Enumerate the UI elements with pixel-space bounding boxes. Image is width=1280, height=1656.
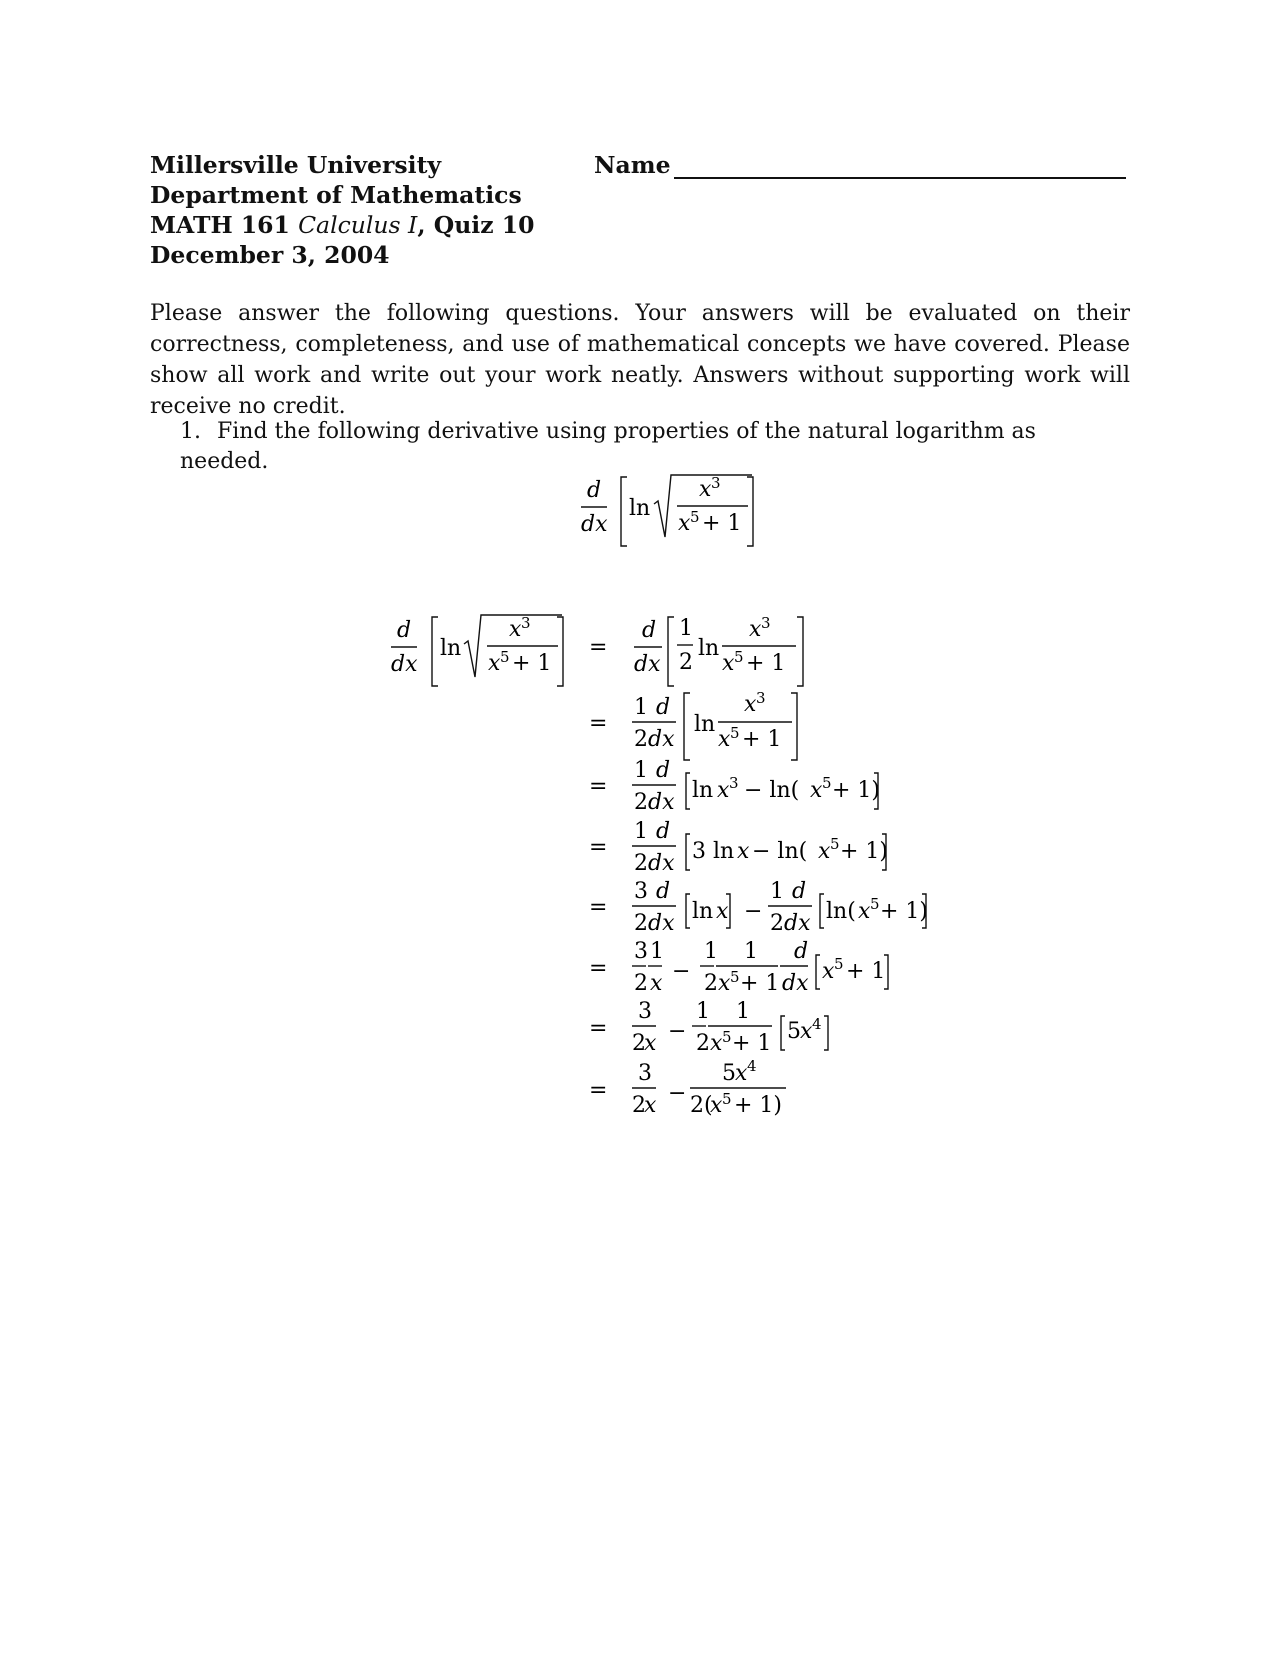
svg-text:x: x <box>810 778 823 803</box>
svg-text:5: 5 <box>730 968 740 986</box>
svg-text:=: = <box>589 774 608 799</box>
svg-text:2(: 2( <box>690 1093 713 1118</box>
svg-text:ln: ln <box>692 899 714 924</box>
svg-text:dx: dx <box>784 911 811 936</box>
svg-text:1: 1 <box>634 758 648 783</box>
svg-text:5: 5 <box>690 508 700 526</box>
svg-text:x: x <box>699 477 712 502</box>
svg-text:x: x <box>737 839 750 864</box>
svg-text:dx: dx <box>648 727 675 752</box>
svg-text:+ 1: + 1 <box>740 971 780 996</box>
svg-text:d: d <box>656 819 671 844</box>
svg-text:1: 1 <box>650 939 664 964</box>
svg-text:dx: dx <box>391 652 418 677</box>
course-line: MATH 161 Calculus I, Quiz 10 <box>150 211 535 239</box>
svg-text:=: = <box>589 956 608 981</box>
svg-text:5: 5 <box>722 1090 732 1108</box>
quiz-title: Quiz 10 <box>433 211 535 239</box>
svg-text:+ 1: + 1 <box>742 727 782 752</box>
svg-text:x: x <box>509 617 522 642</box>
svg-text:−: − <box>744 899 763 924</box>
svg-text:ln(: ln( <box>826 899 856 924</box>
svg-text:dx: dx <box>648 851 675 876</box>
question-expression <box>581 474 753 546</box>
svg-text:2: 2 <box>770 911 784 936</box>
svg-text:d: d <box>656 879 671 904</box>
question-text: Find the following derivative using properties of the natural logarithm as needed. <box>180 419 1036 474</box>
solution-step-6 <box>632 939 888 996</box>
svg-text:x: x <box>735 1061 748 1086</box>
svg-text:ln: ln <box>694 712 716 737</box>
svg-text:1: 1 <box>634 695 648 720</box>
svg-text:x: x <box>717 778 730 803</box>
svg-text:+ 1: + 1 <box>512 651 552 676</box>
svg-text:x: x <box>818 839 831 864</box>
svg-text:x: x <box>858 899 871 924</box>
svg-text:1: 1 <box>696 999 710 1024</box>
question-number: 1. <box>180 419 201 444</box>
svg-text:− ln(: − ln( <box>744 778 800 803</box>
svg-text:d: d <box>587 478 602 503</box>
svg-text:5: 5 <box>500 648 510 666</box>
svg-text:ln: ln <box>698 636 720 661</box>
svg-text:3: 3 <box>638 1061 652 1086</box>
svg-text:+ 1: + 1 <box>746 651 786 676</box>
svg-text:x: x <box>644 1031 657 1056</box>
svg-text:5: 5 <box>787 1019 801 1044</box>
svg-text:ln: ln <box>629 496 651 521</box>
svg-text:5: 5 <box>722 1028 732 1046</box>
svg-text:2: 2 <box>632 1031 646 1056</box>
solution-step-2 <box>632 689 797 760</box>
svg-text:=: = <box>589 1078 608 1103</box>
svg-text:x: x <box>710 1093 723 1118</box>
svg-text:5: 5 <box>722 1061 736 1086</box>
svg-text:ln: ln <box>440 636 462 661</box>
svg-text:dx: dx <box>581 512 608 537</box>
svg-text:x: x <box>822 959 835 984</box>
svg-text:5: 5 <box>834 955 844 973</box>
svg-text:2: 2 <box>634 790 648 815</box>
svg-text:x: x <box>749 617 762 642</box>
svg-text:x: x <box>800 1019 813 1044</box>
svg-text:x: x <box>710 1031 723 1056</box>
solution-step-3 <box>632 758 880 815</box>
svg-text:−: − <box>672 959 691 984</box>
svg-text:=: = <box>589 835 608 860</box>
svg-text:x: x <box>650 971 663 996</box>
name-label: Name <box>594 151 671 179</box>
svg-text:5: 5 <box>734 648 744 666</box>
svg-text:2: 2 <box>696 1031 710 1056</box>
svg-text:1: 1 <box>704 939 718 964</box>
svg-text:d: d <box>656 695 671 720</box>
svg-text:3: 3 <box>634 939 648 964</box>
svg-text:− ln(: − ln( <box>752 839 808 864</box>
svg-text:3: 3 <box>638 999 652 1024</box>
svg-text:=: = <box>589 635 608 660</box>
svg-text:=: = <box>589 1016 608 1041</box>
equals-column <box>589 635 607 1103</box>
svg-text:5: 5 <box>870 895 880 913</box>
svg-text:d: d <box>397 618 412 643</box>
svg-text:d: d <box>642 618 657 643</box>
svg-text:d: d <box>656 758 671 783</box>
svg-text:1: 1 <box>634 819 648 844</box>
quiz-date: December 3, 2004 <box>150 241 390 269</box>
svg-text:1: 1 <box>770 879 784 904</box>
svg-text:4: 4 <box>812 1015 822 1033</box>
svg-text:2: 2 <box>704 971 718 996</box>
course-code: MATH 161 <box>150 211 290 239</box>
university-name: Millersville University <box>150 151 442 179</box>
svg-text:dx: dx <box>634 652 661 677</box>
svg-text:x: x <box>722 651 735 676</box>
solution-final-answer <box>632 1057 786 1118</box>
svg-text:3: 3 <box>756 689 766 707</box>
svg-text:ln: ln <box>692 778 714 803</box>
svg-text:x: x <box>744 692 757 717</box>
svg-text:5: 5 <box>822 774 832 792</box>
svg-text:+ 1: + 1 <box>732 1031 772 1056</box>
svg-text:2: 2 <box>679 650 693 675</box>
svg-text:x: x <box>678 511 691 536</box>
svg-text:+ 1): + 1) <box>734 1093 783 1118</box>
course-name: Calculus I <box>298 211 418 239</box>
svg-text:1: 1 <box>679 616 693 641</box>
svg-text:+ 1): + 1) <box>832 778 881 803</box>
svg-text:=: = <box>589 895 608 920</box>
svg-text:1: 1 <box>744 939 758 964</box>
svg-text:3: 3 <box>729 774 739 792</box>
svg-text:2: 2 <box>632 1093 646 1118</box>
solution-lhs <box>391 614 563 686</box>
svg-text:5: 5 <box>830 835 840 853</box>
svg-text:3: 3 <box>634 879 648 904</box>
svg-text:+ 1): + 1) <box>880 899 929 924</box>
svg-text:dx: dx <box>648 790 675 815</box>
svg-text:−: − <box>668 1081 687 1106</box>
svg-text:3: 3 <box>761 614 771 632</box>
svg-text:−: − <box>668 1019 687 1044</box>
solution-step-5 <box>632 879 928 936</box>
svg-text:2: 2 <box>634 727 648 752</box>
solution-step-7 <box>632 999 828 1056</box>
svg-text:+ 1: + 1 <box>846 959 886 984</box>
svg-text:+ 1: + 1 <box>702 511 742 536</box>
svg-text:d: d <box>792 879 807 904</box>
solution-step-1 <box>634 614 803 686</box>
svg-text:x: x <box>488 651 501 676</box>
svg-text:2: 2 <box>634 971 648 996</box>
svg-text:x: x <box>644 1093 657 1118</box>
svg-text:dx: dx <box>648 911 675 936</box>
solution-step-4 <box>632 819 888 876</box>
svg-text:1: 1 <box>736 999 750 1024</box>
svg-text:=: = <box>589 711 608 736</box>
svg-text:2: 2 <box>634 851 648 876</box>
svg-text:5: 5 <box>730 724 740 742</box>
svg-text:3 ln: 3 ln <box>692 839 735 864</box>
svg-text:d: d <box>794 939 809 964</box>
svg-text:3: 3 <box>711 474 721 492</box>
svg-text:+ 1): + 1) <box>840 839 889 864</box>
department-name: Department of Mathematics <box>150 181 522 209</box>
svg-text:dx: dx <box>782 971 809 996</box>
svg-text:x: x <box>718 971 731 996</box>
svg-text:x: x <box>718 727 731 752</box>
instructions: Please answer the following questions. Your answers will be evaluated on their correctness, completeness, and use of mathematical concepts we have covered. Please show all work and write out your work neatly. Answers without supporting work will receive no credit. <box>150 301 1130 419</box>
svg-text:3: 3 <box>521 614 531 632</box>
svg-text:4: 4 <box>747 1057 757 1075</box>
svg-text:x: x <box>716 899 729 924</box>
svg-text:2: 2 <box>634 911 648 936</box>
